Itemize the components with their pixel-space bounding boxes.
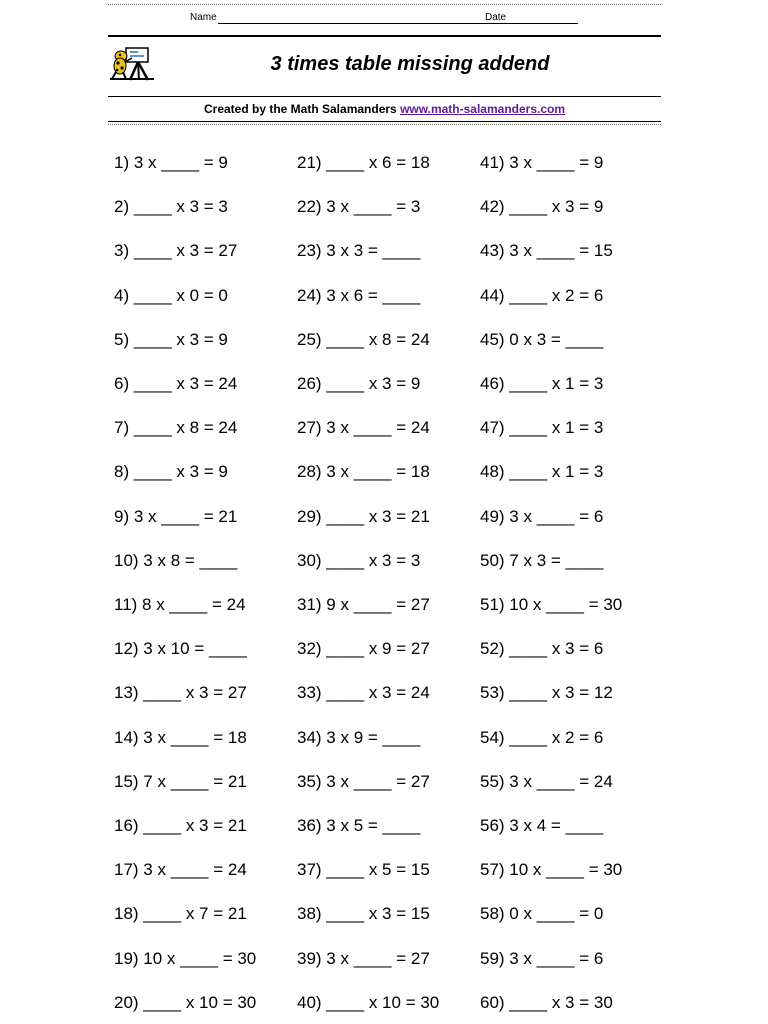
question-item: 8) ____ x 3 = 9 bbox=[114, 462, 228, 482]
question-item: 12) 3 x 10 = ____ bbox=[114, 639, 247, 659]
question-item: 49) 3 x ____ = 6 bbox=[480, 506, 604, 526]
question-item: 47) ____ x 1 = 3 bbox=[480, 418, 604, 438]
question-item: 16) ____ x 3 = 21 bbox=[114, 816, 247, 835]
question-item: 59) 3 x ____ = 6 bbox=[480, 948, 604, 968]
question-item: 19) 10 x ____ = 30 bbox=[114, 948, 257, 968]
question-item: 53) ____ x 3 = 12 bbox=[480, 683, 613, 703]
question-item: 33) ____ x 3 = 24 bbox=[297, 683, 430, 703]
question-item: 28) 3 x ____ = 18 bbox=[297, 462, 430, 482]
question-item: 26) ____ x 3 = 9 bbox=[297, 374, 421, 393]
question-item: 11) 8 x ____ = 24 bbox=[114, 595, 246, 614]
question-item: 42) ____ x 3 = 9 bbox=[480, 197, 604, 217]
question-item: 56) 3 x 4 = ____ bbox=[480, 816, 604, 835]
question-item: 18) ____ x 7 = 21 bbox=[114, 904, 247, 924]
question-item: 34) 3 x 9 = ____ bbox=[297, 727, 421, 747]
question-item: 5) ____ x 3 = 9 bbox=[114, 329, 228, 349]
question-item: 48) ____ x 1 = 3 bbox=[480, 462, 604, 482]
header-mid-rule bbox=[108, 96, 661, 97]
credit-text: Created by the Math Salamanders bbox=[203, 102, 397, 116]
question-item: 38) ____ x 3 = 15 bbox=[297, 904, 430, 924]
question-item: 17) 3 x ____ = 24 bbox=[114, 860, 247, 880]
question-item: 2) ____ x 3 = 3 bbox=[114, 197, 228, 217]
question-item: 1) 3 x ____ = 9 bbox=[114, 153, 228, 172]
question-item: 31) 9 x ____ = 27 bbox=[297, 595, 430, 614]
question-item: 29) ____ x 3 = 21 bbox=[297, 506, 430, 526]
question-item: 46) ____ x 1 = 3 bbox=[480, 374, 604, 393]
date-label: Date bbox=[485, 12, 507, 23]
top-dotted-border bbox=[108, 4, 661, 5]
question-item: 6) ____ x 3 = 24 bbox=[114, 374, 238, 393]
header-dotted-rule bbox=[108, 124, 661, 125]
question-item: 37) ____ x 5 = 15 bbox=[297, 860, 430, 880]
question-item: 43) 3 x ____ = 15 bbox=[480, 241, 613, 261]
question-item: 36) 3 x 5 = ____ bbox=[297, 816, 421, 835]
question-item: 22) 3 x ____ = 3 bbox=[297, 197, 421, 217]
question-item: 23) 3 x 3 = ____ bbox=[297, 241, 421, 261]
name-blank bbox=[218, 23, 526, 24]
question-item: 50) 7 x 3 = ____ bbox=[480, 550, 604, 570]
header-bottom-rule bbox=[108, 121, 661, 122]
question-item: 30) ____ x 3 = 3 bbox=[297, 550, 421, 570]
question-item: 58) 0 x ____ = 0 bbox=[480, 904, 604, 924]
math-salamanders-logo bbox=[108, 46, 158, 82]
question-item: 41) 3 x ____ = 9 bbox=[480, 153, 604, 172]
question-item: 45) 0 x 3 = ____ bbox=[480, 329, 604, 349]
name-label: Name bbox=[190, 12, 217, 23]
question-item: 4) ____ x 0 = 0 bbox=[114, 285, 228, 305]
question-item: 14) 3 x ____ = 18 bbox=[114, 727, 247, 747]
question-item: 57) 10 x ____ = 30 bbox=[480, 860, 623, 880]
question-item: 15) 7 x ____ = 21 bbox=[114, 771, 247, 791]
name-date-row bbox=[108, 11, 661, 27]
header-top-rule bbox=[108, 35, 661, 37]
question-item: 13) ____ x 3 = 27 bbox=[114, 683, 247, 703]
date-blank bbox=[512, 23, 578, 24]
question-item: 54) ____ x 2 = 6 bbox=[480, 727, 604, 747]
question-item: 44) ____ x 2 = 6 bbox=[480, 285, 604, 305]
worksheet-title: 3 times table missing addend bbox=[270, 53, 550, 75]
question-item: 20) ____ x 10 = 30 bbox=[114, 992, 257, 1012]
question-item: 27) 3 x ____ = 24 bbox=[297, 418, 430, 438]
question-item: 52) ____ x 3 = 6 bbox=[480, 639, 604, 659]
question-item: 39) 3 x ____ = 27 bbox=[297, 948, 430, 968]
question-item: 24) 3 x 6 = ____ bbox=[297, 285, 421, 305]
math-salamanders-link[interactable]: www.math-salamanders.com bbox=[400, 102, 566, 116]
question-item: 25) ____ x 8 = 24 bbox=[297, 329, 430, 349]
question-item: 51) 10 x ____ = 30 bbox=[480, 595, 623, 614]
question-item: 40) ____ x 10 = 30 bbox=[297, 992, 440, 1012]
question-item: 60) ____ x 3 = 30 bbox=[480, 992, 613, 1012]
question-item: 10) 3 x 8 = ____ bbox=[114, 550, 238, 570]
question-item: 7) ____ x 8 = 24 bbox=[114, 418, 238, 438]
question-item: 9) 3 x ____ = 21 bbox=[114, 506, 238, 526]
question-item: 3) ____ x 3 = 27 bbox=[114, 241, 238, 261]
question-item: 55) 3 x ____ = 24 bbox=[480, 771, 613, 791]
question-item: 35) 3 x ____ = 27 bbox=[297, 771, 430, 791]
question-item: 21) ____ x 6 = 18 bbox=[297, 153, 430, 172]
credit-line bbox=[108, 102, 661, 116]
question-item: 32) ____ x 9 = 27 bbox=[297, 639, 430, 659]
